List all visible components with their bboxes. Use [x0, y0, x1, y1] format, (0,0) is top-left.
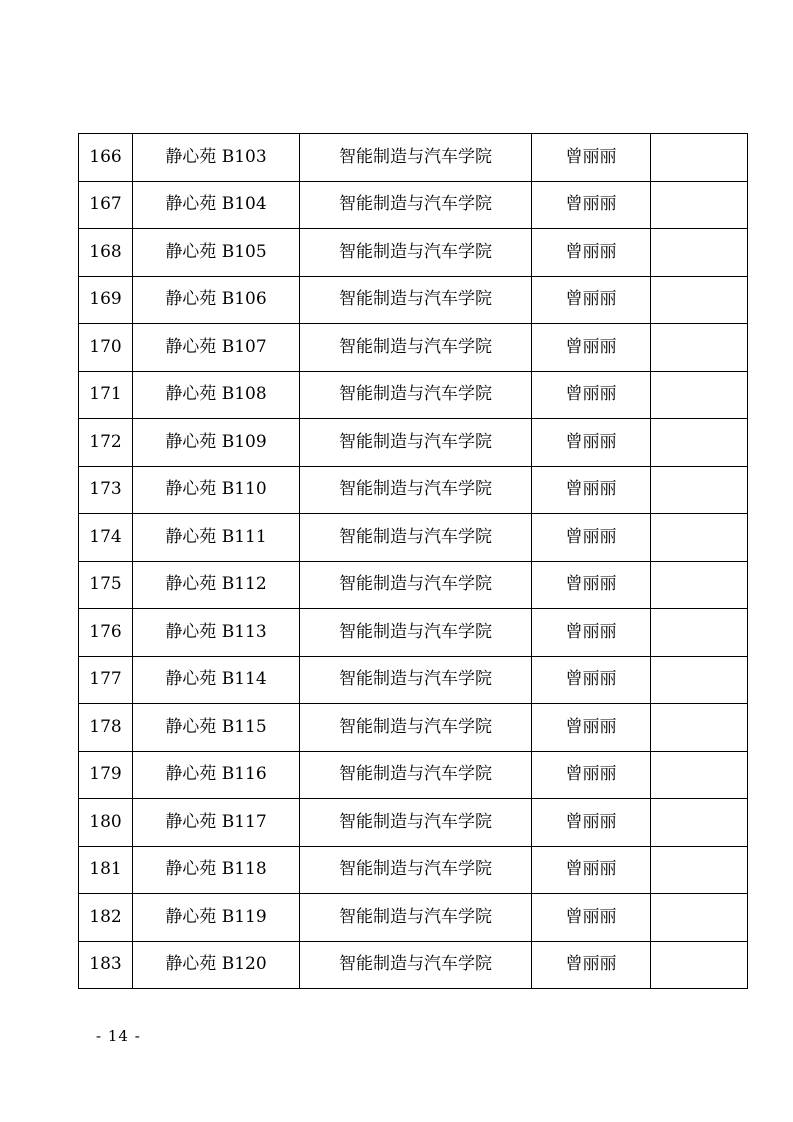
college-cell: 智能制造与汽车学院 [300, 371, 532, 419]
person-cell: 曾丽丽 [532, 276, 651, 324]
college-cell: 智能制造与汽车学院 [300, 419, 532, 467]
person-cell: 曾丽丽 [532, 181, 651, 229]
table-row [79, 371, 748, 419]
row-number-cell: 177 [79, 656, 133, 704]
person-cell: 曾丽丽 [532, 846, 651, 894]
table-row [79, 799, 748, 847]
note-cell [651, 751, 748, 799]
table-row [79, 181, 748, 229]
room-cell: 静心苑 B103 [133, 134, 300, 182]
room-cell: 静心苑 B109 [133, 419, 300, 467]
person-cell: 曾丽丽 [532, 561, 651, 609]
college-cell: 智能制造与汽车学院 [300, 704, 532, 752]
note-cell [651, 609, 748, 657]
person-cell: 曾丽丽 [532, 134, 651, 182]
table-row [79, 276, 748, 324]
person-cell: 曾丽丽 [532, 514, 651, 562]
table-row [79, 324, 748, 372]
person-cell: 曾丽丽 [532, 229, 651, 277]
note-cell [651, 466, 748, 514]
table-row [79, 751, 748, 799]
note-cell [651, 894, 748, 942]
row-number-cell: 183 [79, 941, 133, 989]
row-number-cell: 178 [79, 704, 133, 752]
college-cell: 智能制造与汽车学院 [300, 894, 532, 942]
person-cell: 曾丽丽 [532, 371, 651, 419]
row-number-cell: 171 [79, 371, 133, 419]
room-cell: 静心苑 B110 [133, 466, 300, 514]
note-cell [651, 134, 748, 182]
note-cell [651, 371, 748, 419]
room-cell: 静心苑 B108 [133, 371, 300, 419]
table-row [79, 894, 748, 942]
college-cell: 智能制造与汽车学院 [300, 324, 532, 372]
note-cell [651, 656, 748, 704]
note-cell [651, 324, 748, 372]
room-cell: 静心苑 B120 [133, 941, 300, 989]
room-cell: 静心苑 B104 [133, 181, 300, 229]
person-cell: 曾丽丽 [532, 941, 651, 989]
row-number-cell: 176 [79, 609, 133, 657]
room-cell: 静心苑 B116 [133, 751, 300, 799]
note-cell [651, 419, 748, 467]
note-cell [651, 514, 748, 562]
row-number-cell: 173 [79, 466, 133, 514]
table-row [79, 419, 748, 467]
note-cell [651, 561, 748, 609]
table-row [79, 609, 748, 657]
note-cell [651, 276, 748, 324]
row-number-cell: 167 [79, 181, 133, 229]
college-cell: 智能制造与汽车学院 [300, 229, 532, 277]
person-cell: 曾丽丽 [532, 466, 651, 514]
room-cell: 静心苑 B117 [133, 799, 300, 847]
table-row [79, 514, 748, 562]
college-cell: 智能制造与汽车学院 [300, 656, 532, 704]
room-cell: 静心苑 B111 [133, 514, 300, 562]
row-number-cell: 169 [79, 276, 133, 324]
college-cell: 智能制造与汽车学院 [300, 751, 532, 799]
table-row [79, 846, 748, 894]
dormitory-table [78, 133, 748, 989]
note-cell [651, 229, 748, 277]
person-cell: 曾丽丽 [532, 894, 651, 942]
college-cell: 智能制造与汽车学院 [300, 514, 532, 562]
college-cell: 智能制造与汽车学院 [300, 609, 532, 657]
table-row [79, 704, 748, 752]
row-number-cell: 172 [79, 419, 133, 467]
college-cell: 智能制造与汽车学院 [300, 561, 532, 609]
note-cell [651, 941, 748, 989]
row-number-cell: 182 [79, 894, 133, 942]
table-row [79, 134, 748, 182]
note-cell [651, 846, 748, 894]
table-body [79, 134, 748, 989]
table-row [79, 229, 748, 277]
person-cell: 曾丽丽 [532, 419, 651, 467]
room-cell: 静心苑 B107 [133, 324, 300, 372]
note-cell [651, 704, 748, 752]
room-cell: 静心苑 B105 [133, 229, 300, 277]
row-number-cell: 166 [79, 134, 133, 182]
college-cell: 智能制造与汽车学院 [300, 941, 532, 989]
note-cell [651, 181, 748, 229]
person-cell: 曾丽丽 [532, 324, 651, 372]
college-cell: 智能制造与汽车学院 [300, 846, 532, 894]
person-cell: 曾丽丽 [532, 609, 651, 657]
row-number-cell: 179 [79, 751, 133, 799]
table-row [79, 466, 748, 514]
person-cell: 曾丽丽 [532, 656, 651, 704]
room-cell: 静心苑 B106 [133, 276, 300, 324]
row-number-cell: 180 [79, 799, 133, 847]
room-cell: 静心苑 B114 [133, 656, 300, 704]
row-number-cell: 181 [79, 846, 133, 894]
room-cell: 静心苑 B115 [133, 704, 300, 752]
person-cell: 曾丽丽 [532, 704, 651, 752]
college-cell: 智能制造与汽车学院 [300, 181, 532, 229]
room-cell: 静心苑 B118 [133, 846, 300, 894]
room-cell: 静心苑 B113 [133, 609, 300, 657]
college-cell: 智能制造与汽车学院 [300, 276, 532, 324]
page-number: - 14 - [96, 1027, 141, 1045]
row-number-cell: 170 [79, 324, 133, 372]
row-number-cell: 175 [79, 561, 133, 609]
room-cell: 静心苑 B112 [133, 561, 300, 609]
row-number-cell: 174 [79, 514, 133, 562]
row-number-cell: 168 [79, 229, 133, 277]
table-row [79, 941, 748, 989]
room-cell: 静心苑 B119 [133, 894, 300, 942]
college-cell: 智能制造与汽车学院 [300, 134, 532, 182]
table-row [79, 656, 748, 704]
person-cell: 曾丽丽 [532, 799, 651, 847]
college-cell: 智能制造与汽车学院 [300, 799, 532, 847]
table-row [79, 561, 748, 609]
note-cell [651, 799, 748, 847]
college-cell: 智能制造与汽车学院 [300, 466, 532, 514]
person-cell: 曾丽丽 [532, 751, 651, 799]
